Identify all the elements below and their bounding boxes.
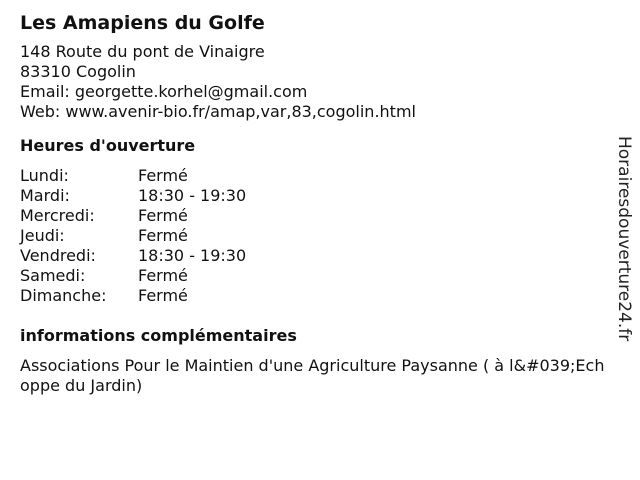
hours-heading: Heures d'ouverture [20,136,196,155]
hours-row-sunday [20,286,610,306]
day-label: Vendredi: [20,246,96,265]
hours-row-thursday [20,226,610,246]
business-card [20,10,610,396]
day-hours: Fermé [138,206,188,225]
day-hours: 18:30 - 19:30 [138,186,247,205]
day-hours: Fermé [138,286,188,305]
day-label: Mercredi: [20,206,95,225]
hours-row-tuesday [20,186,610,206]
day-label: Dimanche: [20,286,107,305]
day-hours: 18:30 - 19:30 [138,246,247,265]
day-label: Lundi: [20,166,69,185]
day-hours: Fermé [138,166,188,185]
email-line: Email: georgette.korhel@gmail.com [20,82,308,101]
day-hours: Fermé [138,226,188,245]
web-line: Web: www.avenir-bio.fr/amap,var,83,cogolin.html [20,102,416,121]
day-label: Jeudi: [20,226,65,245]
day-label: Mardi: [20,186,70,205]
info-description: Associations Pour le Maintien d'une Agriculture Paysanne ( à l&#039;Echoppe du Jardin) [20,356,605,395]
info-heading: informations complémentaires [20,326,297,345]
brand-watermark: Horairesdouverture24.fr [614,136,634,342]
day-hours: Fermé [138,266,188,285]
address-street: 148 Route du pont de Vinaigre [20,42,265,61]
address-city: 83310 Cogolin [20,62,136,81]
hours-row-friday [20,246,610,266]
hours-row-monday [20,166,610,186]
hours-row-saturday [20,266,610,286]
hours-row-wednesday [20,206,610,226]
business-name: Les Amapiens du Golfe [20,12,265,34]
contact-block [20,42,610,122]
day-label: Samedi: [20,266,86,285]
hours-table [20,166,610,306]
